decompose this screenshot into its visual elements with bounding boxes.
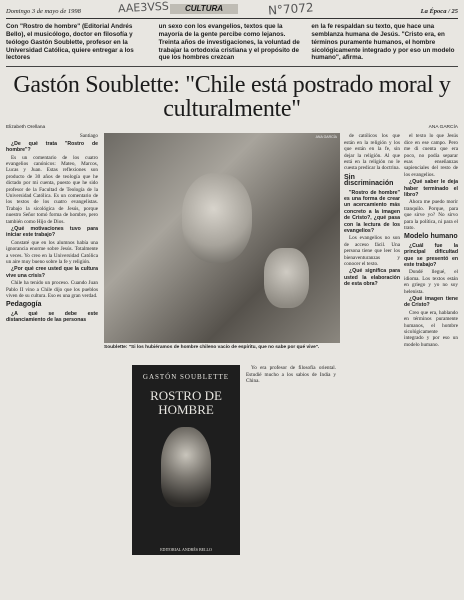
christ-icon <box>161 427 211 507</box>
dateline: Santiago <box>79 133 98 140</box>
question: ¿Cuál fue la principal dificultad que se presentó en este trabajo? <box>404 242 458 269</box>
subheading: Pedagogía <box>6 301 42 309</box>
question: ¿A qué se debe este distanciamiento de las personas <box>6 310 98 324</box>
question: ¿De qué trata "Rostro de hombre"? <box>6 140 98 154</box>
book-author: GASTÓN SOUBLETTE <box>142 373 230 382</box>
archive-number: N°7072 <box>267 0 314 18</box>
question: ¿Por qué cree usted que la cultura vive una crisis? <box>6 266 98 279</box>
column-3 <box>344 133 400 288</box>
question: ¿Qué saber le deja haber terminado el libro? <box>404 179 458 198</box>
question: ¿Qué imagen tiene de Cristo? <box>404 296 458 309</box>
subheading: Modelo humano <box>404 233 458 241</box>
answer: Yo era profesor de filosofía oriental. Estudié mucho a los sabios de India y China. <box>246 365 336 385</box>
answer: Dondé llegué, el idioma. Los textos están en griego y yo no soy helenista. <box>404 269 458 295</box>
column-4 <box>404 133 458 349</box>
page-header <box>6 0 458 19</box>
portrait-photo <box>104 133 340 343</box>
author: Elizabeth Orellana <box>6 125 46 131</box>
byline <box>6 125 458 130</box>
deck-summary <box>6 23 458 67</box>
photo-caption: Soublette: "Si los hubiéramos de hombre chileno vacío de espíritu, que no sabe por qué vive". <box>104 345 320 351</box>
answer: de católicos los que están en la religión y los que están en la fe, sin dejar la religión. Al que está en la religión no le cuesta predicar la doctrina. <box>344 133 400 172</box>
portrait-face <box>182 173 252 263</box>
book-title: ROSTRO DE HOMBRE <box>150 388 222 418</box>
book-cover <box>132 365 240 555</box>
credit: ANA GARCÍA <box>428 125 458 131</box>
subheading: Sin discriminación <box>344 173 394 188</box>
photo-credit: ANA GARCÍA <box>315 135 337 140</box>
column-2 <box>246 365 336 385</box>
question: ¿Qué significa para usted la elaboración de esta obra? <box>344 268 400 288</box>
answer: Creo que era, hablando en términos puramente humanos, el hombre sicológicamente integrado y por eso un modelo humano. <box>404 309 458 348</box>
answer: Es un comentario de los cuatro evangelios canónicos: Mateo, Marcos, Lucas y Juan. Estas reflexiones son producto de 30 años de teología que he dictado por mi cuenta, puesto que he sido profesor de la Facultad de Teología de la Universidad Católica. Es un comentario de los textos de los cuatro evangelistas. Trabajo la sicológica de Jesús, porque nuestro Señor tomó forma de hombre, pero también como Hijo de Dios. <box>6 154 98 225</box>
archive-code: AAE3VSS <box>117 0 170 16</box>
answer: Chile ha tenido un proceso. Cuando Juan Pablo II vino a Chile dijo que los pueblos viven de su cultura. Eso es una gran verdad. <box>6 280 98 300</box>
question: "Rostro de hombre" es una forma de crear un acercamiento más concreto a la imagen de Cristo?, ¿qué pasa con la lectura de los evangelios? <box>344 189 400 234</box>
deck-part-3: en la fe respaldan su texto, que hace una semblanza humana de Jesús. "Cristo era, en términos puramente humanos, el hombre sicológicamente integrado y por eso un modelo humano", afirma. <box>311 23 455 62</box>
answer: el texto lo que Jesús dice en ese campo. Pero me di cuenta que era poco, no podía separar esas enseñanzas sapienciales del resto de los evangelios. <box>404 133 458 178</box>
issue-date: Domingo 3 de mayo de 1998 <box>6 7 81 15</box>
column-1 <box>6 133 98 324</box>
headline: Gastón Soublette: "Chile está postrado moral y culturalmente" <box>13 72 451 123</box>
portrait-hand <box>264 248 309 308</box>
deck-part-1: Con "Rostro de hombre" (Editorial Andrés Bello), el musicólogo, doctor en filosofía y teólogo Gastón Soublette, profesor en la Universidad Católica, quiere entregar a los lectores <box>6 23 134 62</box>
paper-name: La Época / 25 <box>420 7 458 15</box>
deck-part-2: un sexo con los evangelios, textos que la mayoría de la gente percibe como lejanos. Treinta años de investigaciones, la voluntad de trabajar la ortodoxia cristiana y el propósito de que los hombres crezcan <box>158 23 300 62</box>
book-publisher: EDITORIAL ANDRÉS BELLO <box>160 547 212 553</box>
answer: Los evangelios no son de acceso fácil. Una persona tiene que leer los bienaventuranzas y conocer el texto. <box>344 235 400 268</box>
article-body <box>6 133 458 588</box>
answer: Ahora me puedo morir tranquilo. Porque, para que sirve yo? No sirvo para la política, ni para el trato. <box>404 199 458 231</box>
question: ¿Qué motivaciones tuvo para iniciar este trabajo? <box>6 225 98 239</box>
answer: Constaté que en los alumnos había una ignorancia enorme sobre Jesús. Totalmente a veces. Yo creo en la Universidad Católica un aire muy bueno sobre la fe y religión. <box>6 239 98 266</box>
section-label: CULTURA <box>170 4 238 14</box>
